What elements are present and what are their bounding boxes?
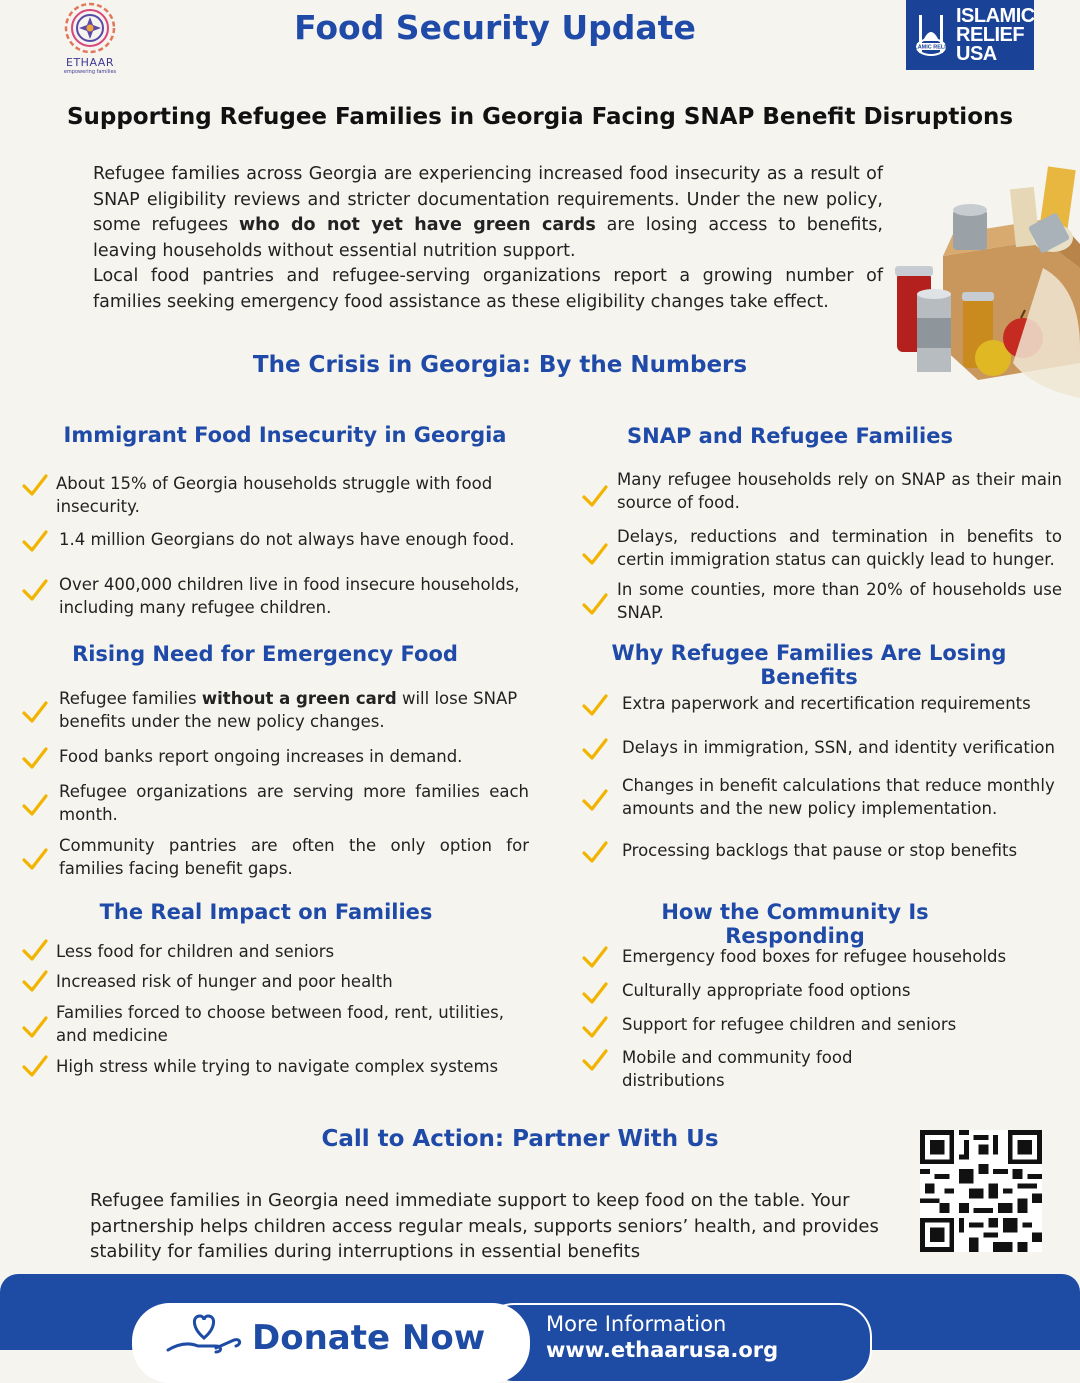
ethaar-name: ETHAAR	[66, 56, 114, 69]
islamic-relief-wordmark: ISLAMIC RELIEF USA	[956, 4, 1035, 65]
list-item: Extra paperwork and recertification requirements	[622, 694, 1031, 713]
list-item: Processing backlogs that pause or stop benefits	[622, 841, 1018, 860]
intro-text: Refugee families across Georgia are experiencing increased food insecurity as a result of SNAP eligibility reviews and stricter documentation requirements. Under the new policy, some refugees who do not yet have green cards are losing access to benefits, leaving households without essential nutrition support. Local food pantries and refugee-serving organizations report a growing number of families seeking emergency food assistance as these eligibility changes take effect.	[93, 164, 883, 312]
qr-code[interactable]	[920, 1130, 1042, 1252]
list-item: Families forced to choose between food, rent, utilities, and medicine	[56, 1003, 504, 1045]
list-item: Increased risk of hunger and poor health	[56, 972, 393, 991]
check-icon	[582, 1015, 608, 1039]
website-link[interactable]: www.ethaarusa.org	[546, 1338, 779, 1362]
check-icon	[22, 938, 48, 962]
cta-heading: Call to Action: Partner With Us	[321, 1126, 719, 1152]
check-icon	[22, 1054, 48, 1078]
check-icon	[22, 969, 48, 993]
check-icon	[22, 847, 48, 871]
check-icon	[582, 788, 608, 812]
more-info-label: More Information	[546, 1312, 727, 1336]
list-item: Delays in immigration, SSN, and identity verification	[622, 738, 1055, 757]
check-icon	[582, 1048, 608, 1072]
list-item: Support for refugee children and seniors	[622, 1015, 957, 1034]
subtitle: Supporting Refugee Families in Georgia Facing SNAP Benefit Disruptions	[66, 104, 1014, 130]
section-heading-immigrant: Immigrant Food Insecurity in Georgia	[63, 423, 507, 447]
check-icon	[22, 529, 48, 553]
list-item: Changes in benefit calculations that reduce monthly amounts and the new policy implementation.	[622, 776, 1055, 818]
list-item: Food banks report ongoing increases in demand.	[59, 747, 463, 766]
list-item: In some counties, more than 20% of households use SNAP.	[617, 580, 1062, 622]
section-heading-impact: The Real Impact on Families	[99, 900, 433, 924]
list-item: Less food for children and seniors	[56, 942, 335, 961]
check-icon	[582, 693, 608, 717]
check-icon	[582, 981, 608, 1005]
section-heading-community: How the Community Is Responding	[661, 900, 929, 948]
list-item: Refugee organizations are serving more families each month.	[59, 782, 529, 824]
section-heading-why: Why Refugee Families Are Losing Benefits	[611, 641, 1007, 689]
check-icon	[22, 578, 48, 602]
check-icon	[22, 700, 48, 724]
donate-label[interactable]: Donate Now	[252, 1318, 486, 1358]
check-icon	[582, 840, 608, 864]
list-item: Refugee families without a green card will lose SNAP benefits under the new policy changes.	[59, 689, 518, 731]
numbers-heading: The Crisis in Georgia: By the Numbers	[252, 352, 748, 378]
food-box-illustration	[893, 148, 1080, 408]
section-heading-rising: Rising Need for Emergency Food	[72, 642, 458, 666]
list-item: Delays, reductions and termination in benefits to certin immigration status can quickly lead to hunger.	[617, 527, 1062, 569]
check-icon	[582, 945, 608, 969]
check-icon	[22, 793, 48, 817]
check-icon	[582, 592, 608, 616]
cta-body: Refugee families in Georgia need immediate support to keep food on the table. Your partnership helps children access regular meals, supports seniors’ health, and provides stability for families during interruptions in essential benefits	[90, 1190, 879, 1262]
ethaar-tagline: empowering families	[63, 69, 117, 75]
list-item: Community pantries are often the only option for families facing benefit gaps.	[59, 836, 529, 878]
mosque-icon	[909, 5, 953, 65]
list-item: Culturally appropriate food options	[622, 981, 911, 1000]
list-item: Emergency food boxes for refugee households	[622, 947, 1007, 966]
ethaar-logo	[58, 2, 122, 78]
list-item: Over 400,000 children live in food insecure households, including many refugee children.	[59, 575, 520, 617]
islamic-relief-badge: ISLAMIC RELIEF	[909, 44, 953, 51]
check-icon	[22, 473, 48, 497]
page-title: Food Security Update	[294, 8, 696, 47]
list-item: High stress while trying to navigate complex systems	[56, 1057, 499, 1076]
ethaar-emblem-icon	[61, 2, 119, 54]
section-heading-snap: SNAP and Refugee Families	[627, 424, 953, 448]
heart-hand-icon	[164, 1310, 244, 1354]
list-item: 1.4 million Georgians do not always have enough food.	[59, 530, 515, 549]
list-item: About 15% of Georgia households struggle with food insecurity.	[56, 474, 493, 516]
check-icon	[22, 1015, 48, 1039]
check-icon	[582, 737, 608, 761]
islamic-relief-logo	[906, 0, 1034, 70]
check-icon	[582, 484, 608, 508]
list-item: Many refugee households rely on SNAP as their main source of food.	[617, 470, 1062, 512]
list-item: Mobile and community food distributions	[622, 1048, 853, 1090]
check-icon	[582, 542, 608, 566]
check-icon	[22, 746, 48, 770]
